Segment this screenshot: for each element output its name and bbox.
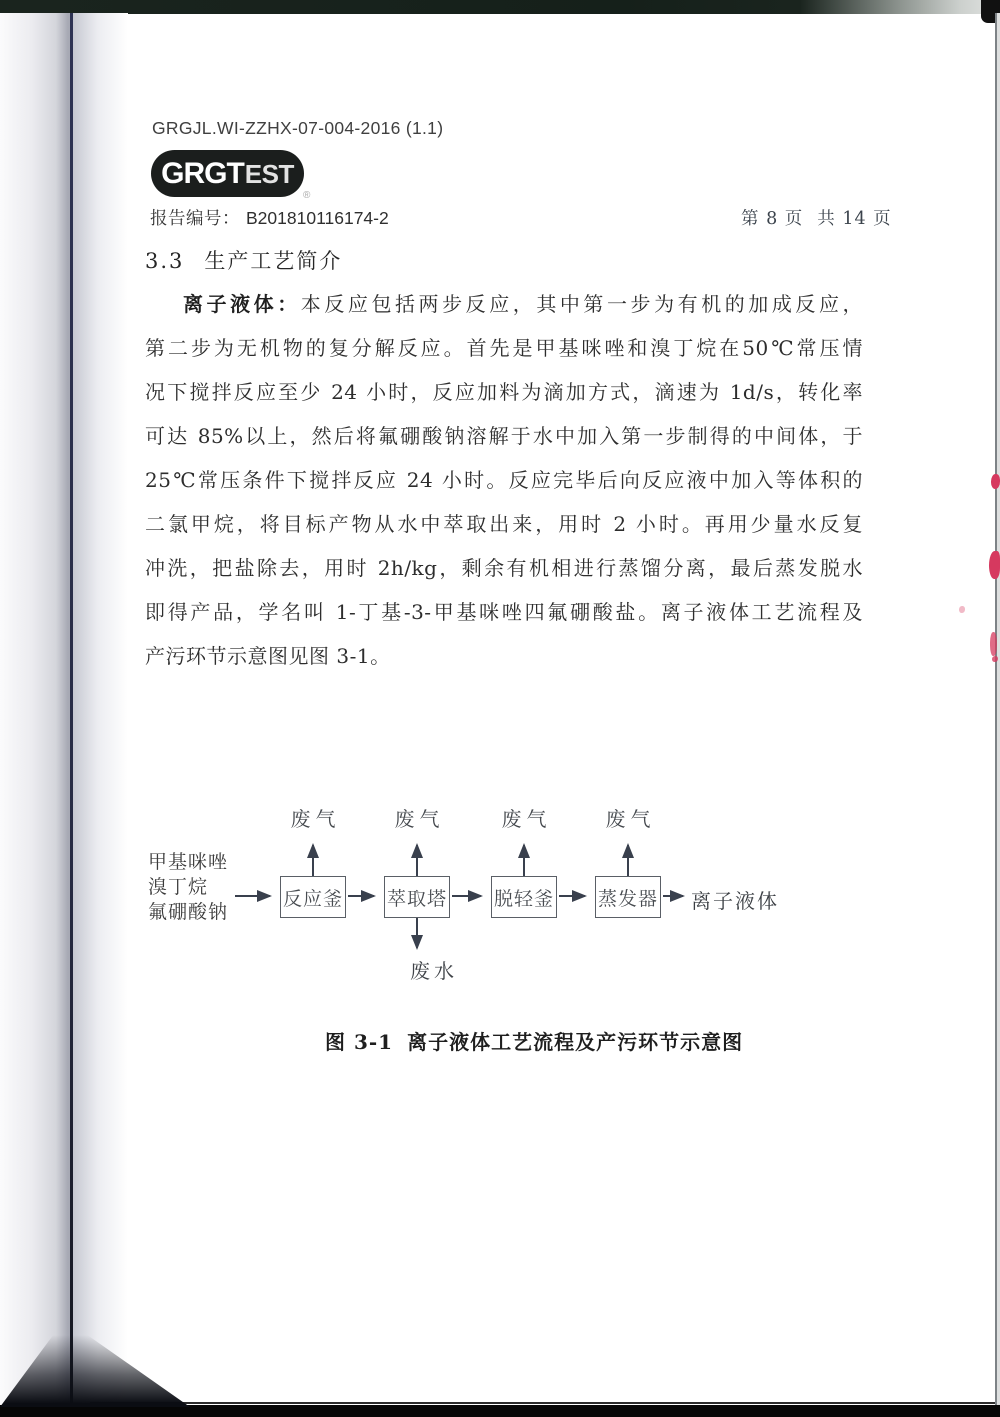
previous-page-edge <box>0 13 70 1405</box>
paragraph-line: 即得产品，学名叫 1-丁基-3-甲基咪唑四氟硼酸盐。离子液体工艺流程及 <box>145 600 863 624</box>
logo-text-bold: GRGT <box>161 156 244 190</box>
waste-gas-label: 废气 <box>290 807 341 831</box>
paragraph-line: 况下搅拌反应至少 24 小时，反应加料为滴加方式，滴速为 1d/s，转化率 <box>145 380 863 404</box>
paragraph-line <box>145 282 863 326</box>
body-paragraph <box>145 282 863 678</box>
section-title: 生产工艺简介 <box>204 249 343 273</box>
page-indicator <box>741 205 892 230</box>
process-flow-diagram <box>140 795 885 1000</box>
section-number: 3.3 <box>145 249 185 273</box>
section-heading <box>145 245 342 275</box>
input-material: 溴丁烷 <box>148 876 209 898</box>
figure-caption <box>325 1026 743 1055</box>
paragraph-line: 产污环节示意图见图 3-1。 <box>145 644 391 668</box>
paragraph-line: 可达 85%以上，然后将氟硼酸钠溶解于水中加入第一步制得的中间体，于 <box>145 424 863 448</box>
diagram-output-product: 离子液体 <box>691 889 779 913</box>
diagram-input-materials <box>148 850 228 925</box>
diagram-box-extraction-tower: 萃取塔 <box>384 876 450 918</box>
report-number-label: 报告编号： <box>150 209 240 229</box>
red-ink-mark <box>989 551 1000 579</box>
scan-top-edge <box>0 0 1000 14</box>
diagram-box-reactor: 反应釜 <box>280 876 346 918</box>
red-ink-mark <box>992 656 998 662</box>
scan-bottom-rule <box>90 1402 1000 1404</box>
diagram-box-light-removal-still: 脱轻釜 <box>491 876 557 918</box>
waste-water-label: 废水 <box>410 959 458 983</box>
document-code: GRGJL.WI-ZZHX-07-004-2016 (1.1) <box>152 118 444 138</box>
red-ink-mark <box>990 632 997 656</box>
report-number-row <box>150 205 389 230</box>
report-number-value: B201810116174-2 <box>246 208 389 228</box>
waste-gas-label: 废气 <box>501 807 552 831</box>
waste-gas-label: 废气 <box>605 807 656 831</box>
paragraph-line: 第二步为无机物的复分解反应。首先是甲基咪唑和溴丁烷在50℃常压情 <box>145 336 863 360</box>
grgtest-logo <box>151 150 304 197</box>
registered-trademark-icon: ® <box>303 190 311 201</box>
logo-text-light: EST <box>244 158 294 189</box>
paragraph-lead: 离子液体： <box>183 292 301 316</box>
paragraph-line: 冲洗，把盐除去，用时 2h/kg，剩余有机相进行蒸馏分离，最后蒸发脱水 <box>145 556 863 580</box>
paragraph-line: 25℃常压条件下搅拌反应 24 小时。反应完毕后向反应液中加入等体积的 <box>145 468 863 492</box>
page-total: 共 14 页 <box>817 209 892 229</box>
red-ink-mark <box>959 606 965 613</box>
input-material: 氟硼酸钠 <box>148 901 229 923</box>
input-material: 甲基咪唑 <box>148 851 229 873</box>
page-current: 第 8 页 <box>741 209 804 229</box>
paragraph-line: 二氯甲烷，将目标产物从水中萃取出来，用时 2 小时。再用少量水反复 <box>145 512 863 536</box>
figure-caption-title: 离子液体工艺流程及产污环节示意图 <box>407 1030 744 1054</box>
diagram-box-evaporator: 蒸发器 <box>595 876 661 918</box>
red-ink-mark <box>991 474 1000 489</box>
paragraph-text: 本反应包括两步反应，其中第一步为有机的加成反应， <box>300 292 864 316</box>
figure-caption-label: 图 3-1 <box>325 1030 394 1054</box>
spine-shadow <box>73 13 128 1405</box>
waste-gas-label: 废气 <box>394 807 445 831</box>
